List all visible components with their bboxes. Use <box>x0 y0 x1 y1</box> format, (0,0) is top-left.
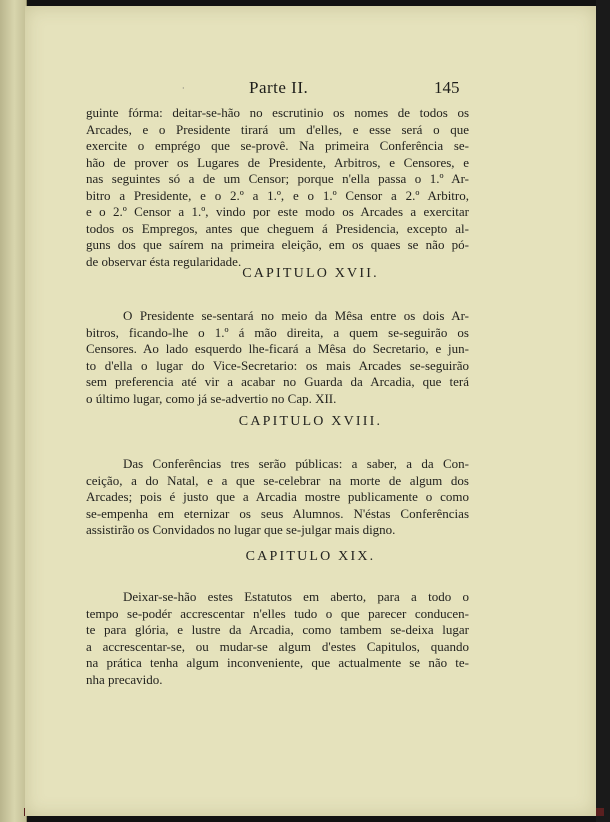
text-line: todos os Empregos, antes que cheguem á Presidencia, excepto al- <box>86 220 469 236</box>
text-line: hão de prover os Lugares de Presidente, Arbitros, e Censores, e <box>86 154 469 170</box>
text-line: ceição, a do Natal, e a que se-celebrar na morte de algum dos <box>86 472 469 488</box>
right-border <box>596 0 610 822</box>
chapter-18-text <box>86 456 469 539</box>
text-line: nas seguintes só a de um Censor; porque n'ella passa o 1.º Ar- <box>86 171 469 186</box>
text-line: o último lugar, como já se-advertio no Cap. XII. <box>86 390 337 406</box>
text-line: bitro a Presidente, e o 2.º a 1.º, e o 1.º Censor a 2.º Arbitro, <box>86 187 469 203</box>
text-line: guinte fórma: deitar-se-hão no escrutinio os nomes de todos os <box>86 105 469 120</box>
text-line: Deixar-se-hão estes Estatutos em aberto, para a todo o <box>123 589 469 604</box>
text-line: Censores. Ao lado esquerdo lhe-ficará a Mêsa do Secretario, e jun- <box>86 341 469 356</box>
chapter-17-heading: CAPITULO XVII. <box>242 266 379 281</box>
page-number: 145 <box>434 78 460 97</box>
text-line: na prática tenha algum inconveniente, que actualmente se não te- <box>86 655 469 670</box>
text-line: bitros, ficando-lhe o 1.º á mão direita, a quem se-seguirão os <box>86 324 469 340</box>
text-line: te para glória, e lustre da Arcadia, como tambem se-deixa lugar <box>86 622 469 637</box>
text-line: guns dos que saírem na primeira eleição, em os quaes se não pó- <box>86 237 469 252</box>
page-mark: · <box>182 84 185 93</box>
left-page-edge <box>0 0 27 822</box>
text-line: tempo se-podér accrescentar n'elles tudo o que parecer conducen- <box>86 605 469 621</box>
paragraph-top <box>86 105 469 270</box>
text-line: Arcades, e o Presidente tirará um d'elles, e esse será o que <box>86 121 469 137</box>
text-line: Arcades; pois é justo que a Arcadia mostre publicamente o como <box>86 489 469 504</box>
text-line: a accrescentar-se, ou mudar-se algum d'estes Capitulos, quando <box>86 638 469 654</box>
text-line: Das Conferências tres serão públicas: a saber, a da Con- <box>123 456 469 471</box>
text-line: assistirão os Convidados no lugar que se-julgar mais digno. <box>86 522 396 537</box>
text-line: de observar ésta regularidade. <box>86 253 242 269</box>
text-line: sem preferencia até vir a acabar no Guarda da Arcadia, que terá <box>86 374 469 389</box>
text-line: exercite o emprégo que se-provê. Na primeira Conferência se- <box>86 138 469 153</box>
text-line: se-empenha em eternizar os seus Alumnos. N'éstas Conferências <box>86 505 469 521</box>
header-title: Parte II. <box>249 78 309 97</box>
chapter-19-heading: CAPITULO XIX. <box>245 549 376 564</box>
chapter-18-heading: CAPITULO XVIII. <box>238 414 383 429</box>
chapter-19-text <box>86 589 469 688</box>
text-line: O Presidente se-sentará no meio da Mêsa entre os dois Ar- <box>123 308 469 323</box>
book-page <box>25 6 596 816</box>
text-line: nha precavido. <box>86 671 163 687</box>
running-head <box>25 78 596 102</box>
text-line: to d'ella o lugar do Vice-Secretario: os mais Arcades se-seguirão <box>86 357 469 373</box>
chapter-17-text <box>86 308 469 407</box>
text-line: e o 2.º Censor a 1.º, vindo por este modo os Arcades a exercitar <box>86 204 469 219</box>
